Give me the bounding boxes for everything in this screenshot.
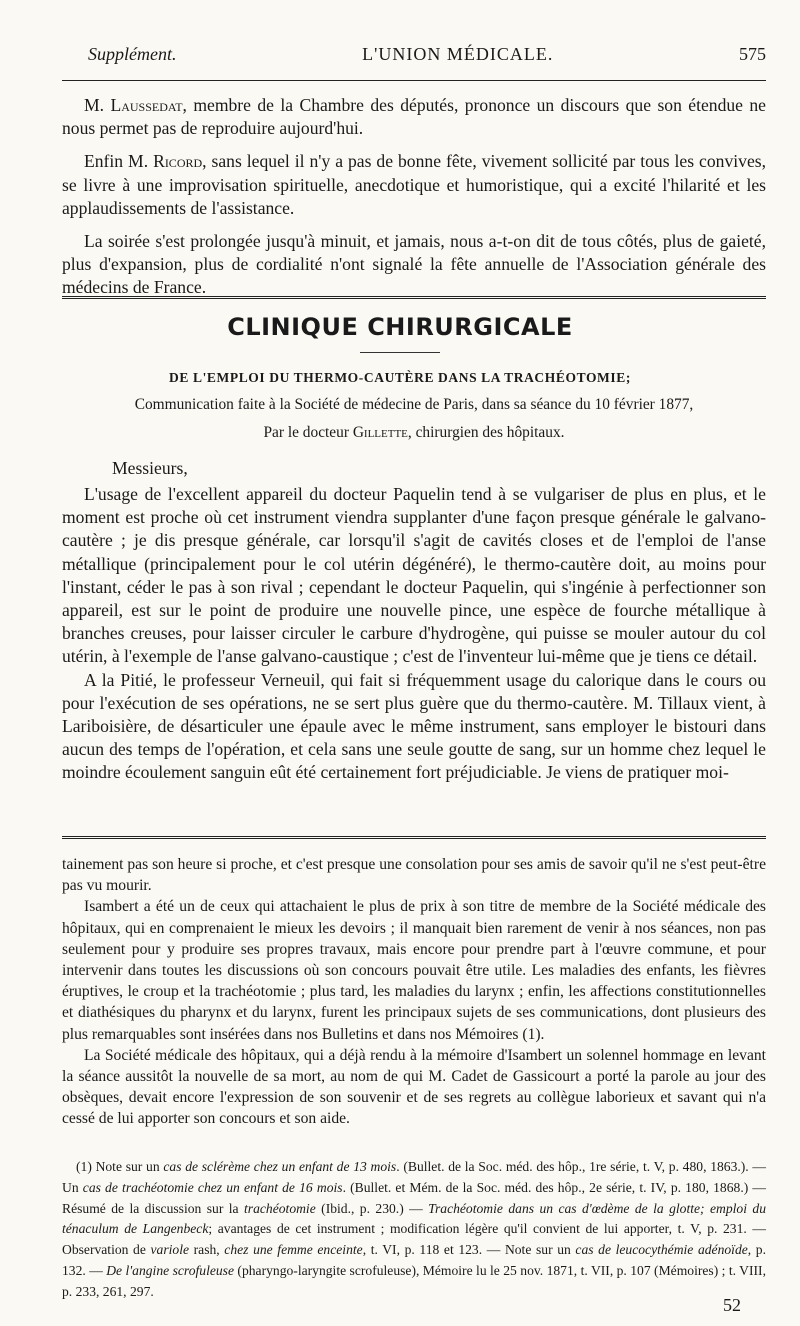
- obituary-paragraph-0: tainement pas son heure si proche, et c'est presque une consolation pour ses amis de savoir qu'il ne s'est peut-être pas vu mourir.: [62, 856, 766, 895]
- article-title: DE L'EMPLOI DU THERMO-CAUTÈRE DANS LA TRACHÉOTOMIE;: [169, 370, 631, 385]
- obituary-paragraph-1: Isambert a été un de ceux qui attachaient le plus de prix à son titre de membre de la Société médicale des hôpitaux, qui en comprenaient le mieux les devoirs ; il manquait bien rarement de venir à nos séances, non pas seulement pour y produire ses propres travaux, mais encore pour prendre part à l'œuvre commune, et pour intervenir dans toutes les discussions où son concours pouvait être utile. Les maladies des enfants, les fièvres éruptives, le croup et la trachéotomie ; plus tard, les maladies du larynx ; enfin, les affections constitutionnelles et diathésiques du pharynx et du larynx, furent les principaux sujets de ses communications, dont plusieurs des plus remarquables sont insérées dans nos Bulletins et dans nos Mémoires (1).: [62, 898, 766, 1043]
- header-page-number: 575: [738, 44, 766, 64]
- signature-mark: 52: [723, 1295, 741, 1315]
- obituary-text: [62, 854, 766, 1130]
- intro-paragraph-3: La soirée s'est prolongée jusqu'à minuit, et jamais, nous a-t-on dit de tous côtés, plus de gaieté, plus d'expansion, plus de cordialité n'ont signalé la fête annuelle de l'Association générale des médecins de France.: [62, 231, 766, 298]
- feuilleton-separator: [62, 836, 766, 839]
- running-header: [88, 44, 766, 74]
- article-text: [62, 483, 766, 785]
- section-separator: [62, 296, 766, 299]
- header-rule: [62, 80, 766, 81]
- salutation: Messieurs,: [112, 458, 188, 478]
- intro-paragraph-1: M. Laussedat, membre de la Chambre des députés, prononce un discours que son étendue ne nous permet pas de reproduire aujourd'hui.: [62, 95, 766, 139]
- article-paragraph-2: A la Pitié, le professeur Verneuil, qui fait si fréquemment usage du calorique dans le cours ou pour l'exécution de ses opérations, ne se sert plus guère que du thermo-cautère. M. Tillaux vient, à Lariboisière, de désarticuler une épaule avec le même instrument, sans employer le bistouri dans aucun des temps de l'opération, et cela sans une seule goutte de sang, sur un homme chez lequel le moindre écoulement sanguin eût été certainement fort préjudiciable. Je viens de pratiquer moi-: [62, 669, 766, 783]
- communication-note: Communication faite à la Société de médecine de Paris, dans sa séance du 10 février 1877,: [134, 396, 694, 413]
- header-supplement: Supplément.: [88, 44, 177, 64]
- footnote: (1) Note sur un cas de sclérème chez un enfant de 13 mois. (Bullet. de la Soc. méd. des hôp., 1re série, t. V, p. 480, 1863.). — Un cas de trachéotomie chez un enfant de 16 mois. (Bullet. et Mém. de la Soc. méd. des hôp., 2e série, t. IV, p. 180, 1868.) — Résumé de la discussion sur la trachéotomie (Ibid., p. 230.) — Trachéotomie dans un cas d'œdème de la glotte; emploi du ténaculum de Langenbeck; avantages de cet instrument ; modification légère qu'il convient de lui apporter, t. V, p. 231. — Observation de variole rash, chez une femme enceinte, t. VI, p. 118 et 123. — Note sur un cas de leucocythémie adénoïde, p. 132. — De l'angine scrofuleuse (pharyngo-laryngite scrofuleuse), Mémoire lu le 25 nov. 1871, t. VII, p. 107 (Mémoires) ; t. VIII, p. 233, 261, 297.: [62, 1159, 767, 1299]
- intro-text: [62, 94, 766, 300]
- title-underline: [360, 352, 440, 353]
- author-line: Par le docteur Gillette, chirurgien des hôpitaux.: [263, 424, 565, 441]
- article-paragraph-1: L'usage de l'excellent appareil du docteur Paquelin tend à se vulgariser de plus en plus, et le moment est proche où cet instrument viendra supplanter d'une façon presque générale le galvano-cautère ; je dis presque générale, car lorsqu'il s'agit de cavités closes et de l'emploi de l'anse métallique (principalement pour le col utérin dégénéré), le thermo-cautère doit, au moins pour l'instant, céder le pas à son rival ; cependant le docteur Paquelin, qui s'ingénie à perfectionner son appareil, est sur le point de produire une nouvelle pince, une espèce de fourche métallique à branches creuses, pour laisser circuler le carbure d'hydrogène, qui puisse se mouler autour du col utérin, à l'exemple de l'anse galvano-caustique ; c'est de l'inventeur lui-même que je tiens ce détail.: [62, 484, 766, 667]
- obituary-paragraph-2: La Société médicale des hôpitaux, qui a déjà rendu à la mémoire d'Isambert un solennel hommage en levant la séance aussitôt la nouvelle de sa mort, au nom de qui M. Cadet de Gassicourt a porté la parole au jour des obsèques, devait encore l'expression de son souvenir et de ses regrets au collègue laborieux et savant qui n'a cessé de lui apporter son concours et son aide.: [62, 1046, 766, 1128]
- header-journal-title: L'UNION MÉDICALE.: [362, 44, 554, 64]
- section-title: CLINIQUE CHIRURGICALE: [227, 313, 573, 341]
- intro-paragraph-2: Enfin M. Ricord, sans lequel il n'y a pas de bonne fête, vivement sollicité par tous les convives, se livre à une improvisation spirituelle, anecdotique et humoristique, qui a excité l'hilarité et les applaudissements de l'assistance.: [62, 151, 766, 218]
